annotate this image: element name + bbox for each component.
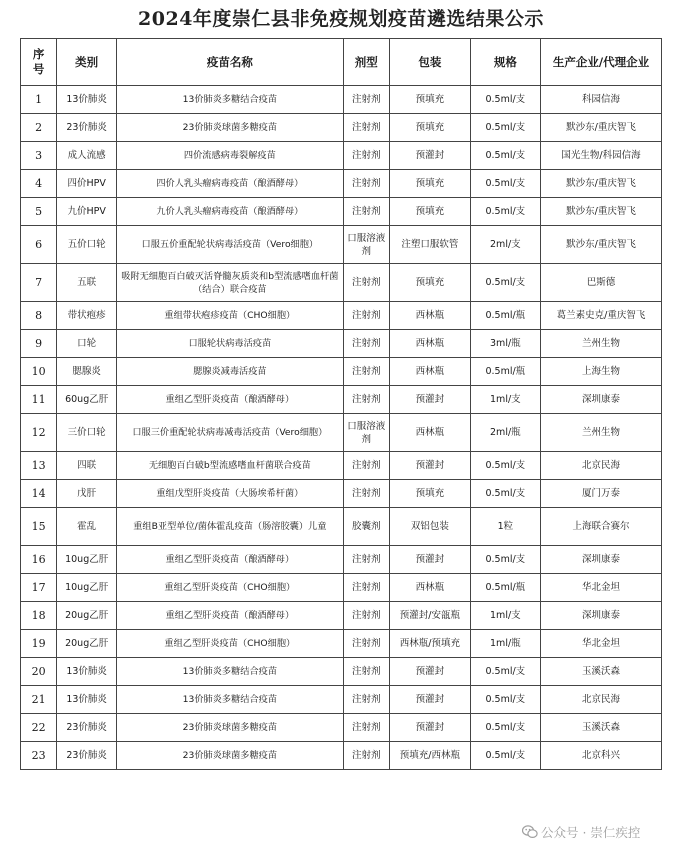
- header-no: 序 号: [21, 39, 57, 86]
- cell-vaccine-name: 九价人乳头瘤病毒疫苗（酿酒酵母）: [117, 198, 343, 226]
- cell-no: 20: [21, 658, 57, 686]
- cell-category: 戊肝: [57, 480, 117, 508]
- cell-no: 2: [21, 114, 57, 142]
- cell-no: 18: [21, 602, 57, 630]
- cell-category: 13价肺炎: [57, 86, 117, 114]
- cell-spec: 0.5ml/支: [470, 170, 540, 198]
- cell-vaccine-name: 13价肺炎多糖结合疫苗: [117, 686, 343, 714]
- cell-category: 23价肺炎: [57, 114, 117, 142]
- table-row: [21, 264, 662, 302]
- cell-no: 12: [21, 414, 57, 452]
- cell-company: 葛兰素史克/重庆智飞: [540, 302, 661, 330]
- cell-vaccine-name: 23价肺炎球菌多糖疫苗: [117, 742, 343, 770]
- cell-form: 注射剂: [343, 302, 390, 330]
- cell-company: 深圳康泰: [540, 602, 661, 630]
- cell-spec: 1ml/支: [470, 602, 540, 630]
- cell-company: 玉溪沃森: [540, 658, 661, 686]
- cell-no: 6: [21, 226, 57, 264]
- cell-form: 注射剂: [343, 170, 390, 198]
- cell-company: 北京民海: [540, 686, 661, 714]
- cell-vaccine-name: 四价流感病毒裂解疫苗: [117, 142, 343, 170]
- cell-company: 科园信海: [540, 86, 661, 114]
- cell-spec: 1ml/瓶: [470, 630, 540, 658]
- cell-company: 巴斯德: [540, 264, 661, 302]
- cell-form: 注射剂: [343, 686, 390, 714]
- header-package: 包装: [390, 39, 471, 86]
- cell-category: 10ug乙肝: [57, 574, 117, 602]
- cell-form: 注射剂: [343, 480, 390, 508]
- cell-package: 预灌封: [390, 714, 471, 742]
- cell-company: 上海联合赛尔: [540, 508, 661, 546]
- table-row: [21, 414, 662, 452]
- cell-category: 23价肺炎: [57, 714, 117, 742]
- cell-package: 预填充/西林瓶: [390, 742, 471, 770]
- table-row: [21, 686, 662, 714]
- cell-form: 注射剂: [343, 546, 390, 574]
- cell-form: 注射剂: [343, 630, 390, 658]
- cell-form: 注射剂: [343, 452, 390, 480]
- cell-form: 注射剂: [343, 198, 390, 226]
- cell-form: 注射剂: [343, 114, 390, 142]
- cell-package: 预填充: [390, 170, 471, 198]
- cell-package: 预填充: [390, 480, 471, 508]
- cell-vaccine-name: 重组乙型肝炎疫苗（CHO细胞）: [117, 574, 343, 602]
- table-row: [21, 358, 662, 386]
- cell-company: 北京民海: [540, 452, 661, 480]
- cell-company: 默沙东/重庆智飞: [540, 114, 661, 142]
- cell-package: 西林瓶: [390, 358, 471, 386]
- cell-vaccine-name: 重组B亚型单位/菌体霍乱疫苗（肠溶胶囊）儿童: [117, 508, 343, 546]
- cell-vaccine-name: 重组带状疱疹疫苗（CHO细胞）: [117, 302, 343, 330]
- cell-package: 西林瓶/预填充: [390, 630, 471, 658]
- cell-spec: 0.5ml/支: [470, 264, 540, 302]
- cell-package: 西林瓶: [390, 574, 471, 602]
- cell-package: 西林瓶: [390, 302, 471, 330]
- header-company: 生产企业/代理企业: [540, 39, 661, 86]
- cell-spec: 0.5ml/瓶: [470, 302, 540, 330]
- cell-spec: 0.5ml/支: [470, 86, 540, 114]
- table-row: [21, 86, 662, 114]
- cell-company: 深圳康泰: [540, 546, 661, 574]
- cell-package: 注塑口服软管: [390, 226, 471, 264]
- cell-vaccine-name: 重组乙型肝炎疫苗（酿酒酵母）: [117, 546, 343, 574]
- cell-company: 玉溪沃森: [540, 714, 661, 742]
- cell-company: 默沙东/重庆智飞: [540, 170, 661, 198]
- cell-spec: 1粒: [470, 508, 540, 546]
- vaccine-table: [20, 38, 662, 770]
- cell-category: 霍乱: [57, 508, 117, 546]
- cell-category: 口轮: [57, 330, 117, 358]
- cell-form: 口服溶液剂: [343, 414, 390, 452]
- cell-category: 三价口轮: [57, 414, 117, 452]
- cell-no: 11: [21, 386, 57, 414]
- cell-no: 22: [21, 714, 57, 742]
- cell-package: 预灌封: [390, 546, 471, 574]
- cell-vaccine-name: 吸附无细胞百白破灭活脊髓灰质炎和b型流感嗜血杆菌（结合）联合疫苗: [117, 264, 343, 302]
- cell-category: 四价HPV: [57, 170, 117, 198]
- table-row: [21, 302, 662, 330]
- cell-no: 19: [21, 630, 57, 658]
- header-form: 剂型: [343, 39, 390, 86]
- cell-company: 北京科兴: [540, 742, 661, 770]
- cell-no: 7: [21, 264, 57, 302]
- cell-form: 胶囊剂: [343, 508, 390, 546]
- cell-spec: 2ml/瓶: [470, 414, 540, 452]
- table-row: [21, 452, 662, 480]
- cell-spec: 0.5ml/支: [470, 546, 540, 574]
- cell-category: 20ug乙肝: [57, 602, 117, 630]
- table-row: [21, 330, 662, 358]
- cell-form: 注射剂: [343, 602, 390, 630]
- cell-form: 注射剂: [343, 386, 390, 414]
- table-row: [21, 508, 662, 546]
- table-row: [21, 546, 662, 574]
- table-row: [21, 714, 662, 742]
- cell-package: 西林瓶: [390, 330, 471, 358]
- cell-package: 西林瓶: [390, 414, 471, 452]
- cell-form: 口服溶液剂: [343, 226, 390, 264]
- cell-package: 预填充: [390, 114, 471, 142]
- cell-form: 注射剂: [343, 86, 390, 114]
- cell-company: 国光生物/科园信海: [540, 142, 661, 170]
- cell-vaccine-name: 无细胞百白破b型流感嗜血杆菌联合疫苗: [117, 452, 343, 480]
- cell-company: 默沙东/重庆智飞: [540, 226, 661, 264]
- cell-no: 15: [21, 508, 57, 546]
- cell-vaccine-name: 口服轮状病毒活疫苗: [117, 330, 343, 358]
- cell-vaccine-name: 腮腺炎减毒活疫苗: [117, 358, 343, 386]
- cell-category: 成人流感: [57, 142, 117, 170]
- cell-spec: 0.5ml/支: [470, 742, 540, 770]
- cell-no: 10: [21, 358, 57, 386]
- cell-form: 注射剂: [343, 574, 390, 602]
- cell-spec: 0.5ml/支: [470, 452, 540, 480]
- watermark-text: 公众号 · 崇仁疾控: [541, 825, 641, 840]
- cell-no: 21: [21, 686, 57, 714]
- header-row: [21, 39, 662, 86]
- table-row: [21, 198, 662, 226]
- cell-package: 预灌封: [390, 658, 471, 686]
- cell-spec: 0.5ml/支: [470, 686, 540, 714]
- cell-no: 3: [21, 142, 57, 170]
- table-row: [21, 226, 662, 264]
- cell-vaccine-name: 23价肺炎球菌多糖疫苗: [117, 714, 343, 742]
- cell-category: 五联: [57, 264, 117, 302]
- cell-spec: 0.5ml/支: [470, 114, 540, 142]
- cell-spec: 0.5ml/瓶: [470, 358, 540, 386]
- wechat-icon: [522, 825, 538, 839]
- table-row: [21, 142, 662, 170]
- cell-company: 兰州生物: [540, 330, 661, 358]
- table-row: [21, 602, 662, 630]
- page-title: 2024年度崇仁县非免疫规划疫苗遴选结果公示: [138, 8, 544, 30]
- cell-package: 预灌封/安瓿瓶: [390, 602, 471, 630]
- cell-no: 16: [21, 546, 57, 574]
- cell-no: 13: [21, 452, 57, 480]
- cell-package: 预灌封: [390, 686, 471, 714]
- cell-vaccine-name: 重组乙型肝炎疫苗（CHO细胞）: [117, 630, 343, 658]
- cell-category: 10ug乙肝: [57, 546, 117, 574]
- cell-package: 预灌封: [390, 452, 471, 480]
- cell-category: 九价HPV: [57, 198, 117, 226]
- table-row: [21, 630, 662, 658]
- cell-no: 4: [21, 170, 57, 198]
- cell-no: 1: [21, 86, 57, 114]
- table-row: [21, 742, 662, 770]
- cell-spec: 0.5ml/支: [470, 198, 540, 226]
- cell-package: 预填充: [390, 264, 471, 302]
- table-row: [21, 114, 662, 142]
- cell-form: 注射剂: [343, 142, 390, 170]
- cell-vaccine-name: 重组乙型肝炎疫苗（酿酒酵母）: [117, 386, 343, 414]
- cell-company: 深圳康泰: [540, 386, 661, 414]
- cell-company: 上海生物: [540, 358, 661, 386]
- table-row: [21, 574, 662, 602]
- cell-category: 13价肺炎: [57, 686, 117, 714]
- header-category: 类别: [57, 39, 117, 86]
- cell-form: 注射剂: [343, 658, 390, 686]
- cell-company: 华北金坦: [540, 574, 661, 602]
- cell-no: 8: [21, 302, 57, 330]
- cell-category: 13价肺炎: [57, 658, 117, 686]
- watermark: [522, 822, 640, 842]
- cell-no: 17: [21, 574, 57, 602]
- cell-category: 20ug乙肝: [57, 630, 117, 658]
- table-row: [21, 386, 662, 414]
- cell-spec: 2ml/支: [470, 226, 540, 264]
- cell-spec: 0.5ml/支: [470, 142, 540, 170]
- cell-category: 四联: [57, 452, 117, 480]
- cell-no: 23: [21, 742, 57, 770]
- cell-spec: 0.5ml/支: [470, 658, 540, 686]
- cell-category: 23价肺炎: [57, 742, 117, 770]
- cell-spec: 0.5ml/支: [470, 480, 540, 508]
- cell-category: 带状疱疹: [57, 302, 117, 330]
- cell-form: 注射剂: [343, 358, 390, 386]
- cell-vaccine-name: 13价肺炎多糖结合疫苗: [117, 658, 343, 686]
- cell-category: 五价口轮: [57, 226, 117, 264]
- cell-no: 5: [21, 198, 57, 226]
- cell-form: 注射剂: [343, 330, 390, 358]
- cell-company: 默沙东/重庆智飞: [540, 198, 661, 226]
- cell-package: 预填充: [390, 86, 471, 114]
- cell-spec: 3ml/瓶: [470, 330, 540, 358]
- cell-no: 9: [21, 330, 57, 358]
- cell-vaccine-name: 23价肺炎球菌多糖疫苗: [117, 114, 343, 142]
- cell-company: 厦门万泰: [540, 480, 661, 508]
- cell-company: 华北金坦: [540, 630, 661, 658]
- cell-vaccine-name: 口服三价重配轮状病毒减毒活疫苗（Vero细胞）: [117, 414, 343, 452]
- cell-vaccine-name: 13价肺炎多糖结合疫苗: [117, 86, 343, 114]
- cell-form: 注射剂: [343, 742, 390, 770]
- cell-category: 腮腺炎: [57, 358, 117, 386]
- cell-vaccine-name: 重组乙型肝炎疫苗（酿酒酵母）: [117, 602, 343, 630]
- table-row: [21, 480, 662, 508]
- cell-spec: 0.5ml/瓶: [470, 574, 540, 602]
- cell-package: 预灌封: [390, 142, 471, 170]
- cell-spec: 0.5ml/支: [470, 714, 540, 742]
- cell-package: 预填充: [390, 198, 471, 226]
- cell-vaccine-name: 重组戊型肝炎疫苗（大肠埃希杆菌）: [117, 480, 343, 508]
- cell-package: 双铝包装: [390, 508, 471, 546]
- cell-vaccine-name: 口服五价重配轮状病毒活疫苗（Vero细胞）: [117, 226, 343, 264]
- cell-company: 兰州生物: [540, 414, 661, 452]
- cell-form: 注射剂: [343, 714, 390, 742]
- header-spec: 规格: [470, 39, 540, 86]
- cell-form: 注射剂: [343, 264, 390, 302]
- cell-spec: 1ml/支: [470, 386, 540, 414]
- cell-no: 14: [21, 480, 57, 508]
- cell-vaccine-name: 四价人乳头瘤病毒疫苗（酿酒酵母）: [117, 170, 343, 198]
- table-row: [21, 170, 662, 198]
- cell-package: 预灌封: [390, 386, 471, 414]
- header-name: 疫苗名称: [117, 39, 343, 86]
- table-row: [21, 658, 662, 686]
- cell-category: 60ug乙肝: [57, 386, 117, 414]
